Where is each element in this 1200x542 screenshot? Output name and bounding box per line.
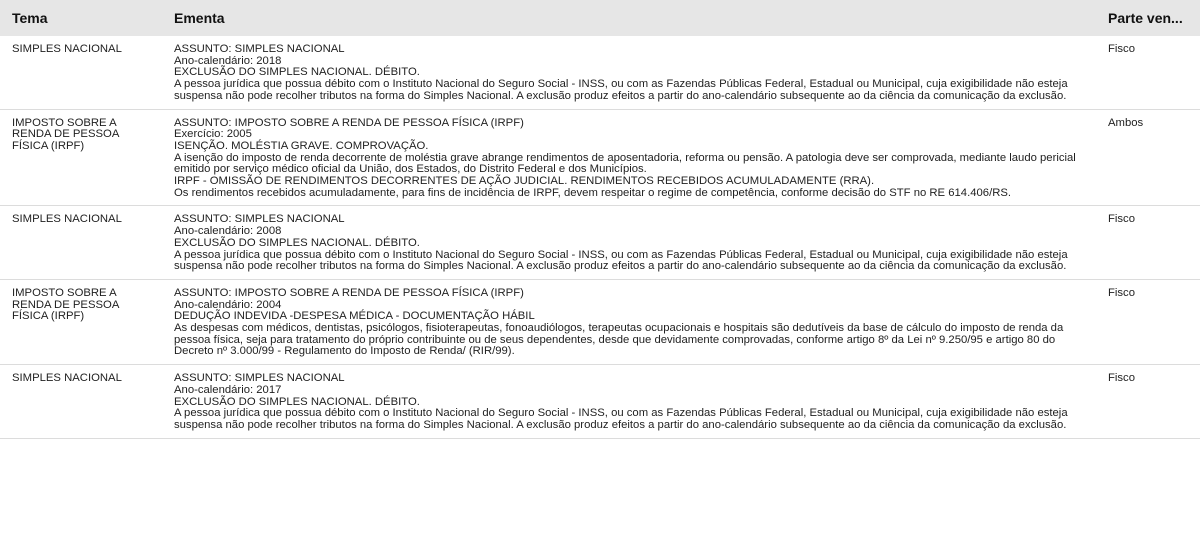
ementa-line: A pessoa jurídica que possua débito com o Instituto Nacional do Seguro Social - INSS, ou com as Fazendas Públicas Federal, Estadual ou Municipal, cuja exigibilidade não esteja suspensa não pode recolher tributos na forma do Simples Nacional. A exclusão produz efeitos a partir do ano-calendário subsequente ao da ciência da comunicação da exclusão.: [174, 78, 1068, 102]
table-row[interactable]: [0, 110, 1200, 207]
cell-ementa: [162, 110, 1096, 206]
ementa-line: As despesas com médicos, dentistas, psicólogos, fisioterapeutas, fonoaudiólogos, terapeutas ocupacionais e hospitais são dedutíveis da base de cálculo do imposto de renda da pessoa física, seja para tratamento do próprio contribuinte ou de seus dependentes, desde que devidamente comprovadas, conforme artigo 8º da Lei nº 9.250/95 e artigo 80 do Decreto nº 3.000/99 - Regulamento do Imposto de Renda/ (RIR/99).: [174, 322, 1064, 358]
tema-text: IMPOSTO SOBRE A RENDA DE PESSOA FÍSICA (IRPF): [12, 116, 119, 152]
ementa-line: A pessoa jurídica que possua débito com o Instituto Nacional do Seguro Social - INSS, ou com as Fazendas Públicas Federal, Estadual ou Municipal, cuja exigibilidade não esteja suspensa não pode recolher tributos na forma do Simples Nacional. A exclusão produz efeitos a partir do ano-calendário subsequente ao da ciência da comunicação da exclusão.: [174, 407, 1068, 431]
cell-tema: [0, 280, 162, 364]
ementa-line: ASSUNTO: IMPOSTO SOBRE A RENDA DE PESSOA FÍSICA (IRPF): [174, 116, 524, 129]
ementa-line: EXCLUSÃO DO SIMPLES NACIONAL. DÉBITO.: [174, 395, 420, 408]
column-header-ementa[interactable]: Ementa: [174, 10, 225, 26]
tema-text: SIMPLES NACIONAL: [12, 372, 122, 385]
ementa-line: Ano-calendário: 2018: [174, 54, 282, 67]
cell-ementa: [162, 365, 1096, 438]
ementa-line: Ano-calendário: 2004: [174, 298, 282, 311]
ementa-line: ASSUNTO: SIMPLES NACIONAL: [174, 43, 345, 55]
table-row[interactable]: [0, 206, 1200, 280]
ementa-line: EXCLUSÃO DO SIMPLES NACIONAL. DÉBITO.: [174, 236, 420, 249]
cell-parte-vencedora: Ambos: [1108, 116, 1144, 129]
table-row[interactable]: [0, 280, 1200, 365]
column-header-parte-vencedora[interactable]: Parte ven...: [1108, 10, 1183, 26]
cell-parte-vencedora: Fisco: [1108, 213, 1135, 226]
cell-ementa: [162, 206, 1096, 279]
ementa-line: EXCLUSÃO DO SIMPLES NACIONAL. DÉBITO.: [174, 66, 420, 79]
cell-tema: [0, 36, 162, 109]
tema-text: SIMPLES NACIONAL: [12, 43, 122, 55]
table-row[interactable]: [0, 36, 1200, 110]
cell-parte-vencedora: Fisco: [1108, 43, 1135, 55]
ementa-line: ASSUNTO: IMPOSTO SOBRE A RENDA DE PESSOA FÍSICA (IRPF): [174, 286, 524, 299]
table-header: [0, 0, 1200, 36]
cell-tema: [0, 206, 162, 279]
tema-text: IMPOSTO SOBRE A RENDA DE PESSOA FÍSICA (IRPF): [12, 286, 119, 323]
column-header-tema[interactable]: Tema: [12, 10, 48, 26]
cell-parte-vencedora: Fisco: [1108, 372, 1135, 385]
ementa-line: Os rendimentos recebidos acumuladamente, para fins de incidência de IRPF, devem respeitar o regime de competência, conforme decisão do STF no RE 614.406/RS.: [174, 186, 1012, 199]
tema-text: SIMPLES NACIONAL: [12, 213, 122, 226]
ementa-line: ASSUNTO: SIMPLES NACIONAL: [174, 213, 345, 226]
ementa-line: ASSUNTO: SIMPLES NACIONAL: [174, 372, 345, 385]
cell-parte-vencedora: Fisco: [1108, 286, 1135, 299]
ementa-line: IRPF - OMISSÃO DE RENDIMENTOS DECORRENTES DE AÇÃO JUDICIAL. RENDIMENTOS RECEBIDOS ACUMULADAMENTE (RRA).: [174, 175, 875, 188]
cell-tema: [0, 110, 162, 206]
ementa-line: Ano-calendário: 2017: [174, 383, 282, 396]
cell-ementa: [162, 280, 1096, 364]
ementa-line: A pessoa jurídica que possua débito com o Instituto Nacional do Seguro Social - INSS, ou com as Fazendas Públicas Federal, Estadual ou Municipal, cuja exigibilidade não esteja suspensa não pode recolher tributos na forma do Simples Nacional. A exclusão produz efeitos a partir do ano-calendário subsequente ao da ciência da comunicação da exclusão.: [174, 248, 1068, 273]
ementa-line: Ano-calendário: 2008: [174, 225, 282, 238]
ementa-line: ISENÇÃO. MOLÉSTIA GRAVE. COMPROVAÇÃO.: [174, 139, 429, 152]
ementa-line: DEDUÇÃO INDEVIDA -DESPESA MÉDICA - DOCUMENTAÇÃO HÁBIL: [174, 310, 535, 323]
cell-ementa: [162, 36, 1096, 109]
ementa-line: A isenção do imposto de renda decorrente de moléstia grave abrange rendimentos de aposentadoria, reforma ou pensão. A patologia deve ser comprovada, mediante laudo pericial emitido por serviço médico oficial da União, dos Estados, do Distrito Federal e dos Municípios.: [174, 151, 1076, 176]
ementa-line: Exercício: 2005: [174, 128, 252, 141]
cell-tema: [0, 365, 162, 438]
table-row[interactable]: [0, 365, 1200, 439]
